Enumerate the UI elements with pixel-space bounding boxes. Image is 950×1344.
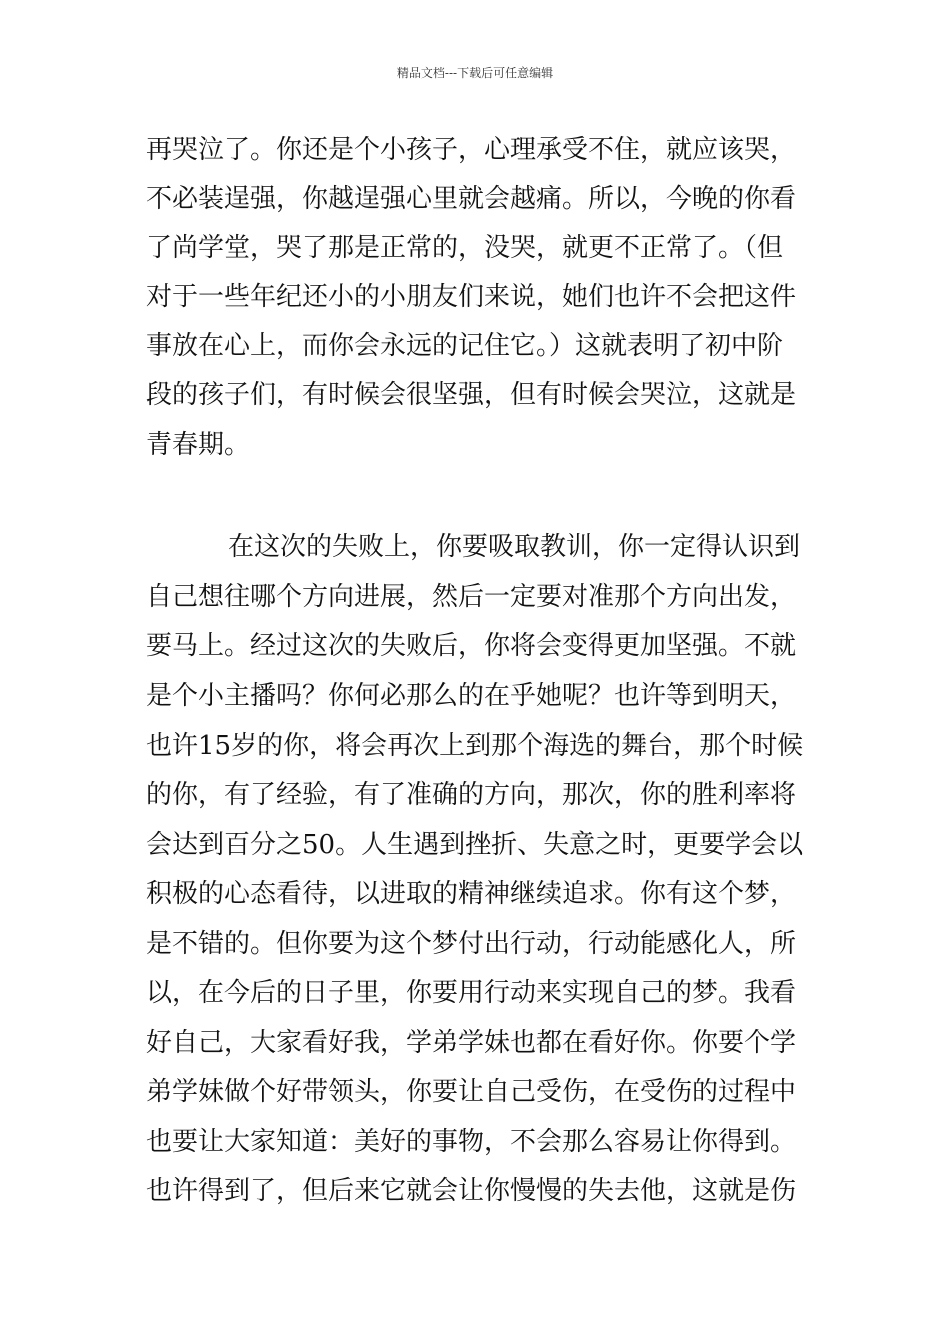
text-line: 以，在今后的日子里，你要用行动来实现自己的梦。我看 (146, 978, 797, 1008)
text-line: 对于一些年纪还小的小朋友们来说，她们也许不会把这件 (146, 282, 797, 312)
text-line: 了尚学堂，哭了那是正常的，没哭，就更不正常了。（但 (146, 233, 784, 263)
text-line: 的你，有了经验，有了准确的方向，那次，你的胜利率将 (146, 780, 797, 810)
text-line: 好自己，大家看好我，学弟学妹也都在看好你。你要个学 (146, 1028, 797, 1058)
text-line: 积极的心态看待，以进取的精神继续追求。你有这个梦， (146, 879, 797, 909)
text-line: 不必装逞强，你越逞强心里就会越痛。所以，今晚的你看 (146, 184, 797, 214)
text-line: 是个小主播吗？你何必那么的在乎她呢？也许等到明天， (146, 681, 797, 711)
text-line: 青春期。 (146, 430, 251, 460)
text-line: 要马上。经过这次的失败后，你将会变得更加坚强。不就 (146, 631, 797, 661)
page-header: 精品文档---下载后可任意编辑 (396, 66, 554, 80)
text-line: 会达到百分之50。人生遇到挫折、失意之时，更要学会以 (146, 830, 804, 860)
text-line: 段的孩子们，有时候会很坚强，但有时候会哭泣，这就是 (146, 380, 797, 410)
text-line: 在这次的失败上，你要吸取教训，你一定得认识到 (228, 532, 801, 562)
text-line: 事放在心上，而你会永远的记住它。）这就表明了初中阶 (146, 331, 784, 361)
text-line: 也许15岁的你，将会再次上到那个海选的舞台，那个时候 (146, 731, 804, 761)
text-line: 再哭泣了。你还是个小孩子，心理承受不住，就应该哭， (146, 135, 797, 165)
text-line: 弟学妹做个好带领头，你要让自己受伤，在受伤的过程中 (146, 1077, 797, 1107)
text-line: 也许得到了，但后来它就会让你慢慢的失去他，这就是伤 (146, 1176, 797, 1206)
text-line: 是不错的。但你要为这个梦付出行动，行动能感化人，所 (146, 929, 797, 959)
text-line: 自己想往哪个方向进展，然后一定要对准那个方向出发， (146, 582, 797, 612)
text-line: 也要让大家知道：美好的事物，不会那么容易让你得到。 (146, 1127, 797, 1157)
